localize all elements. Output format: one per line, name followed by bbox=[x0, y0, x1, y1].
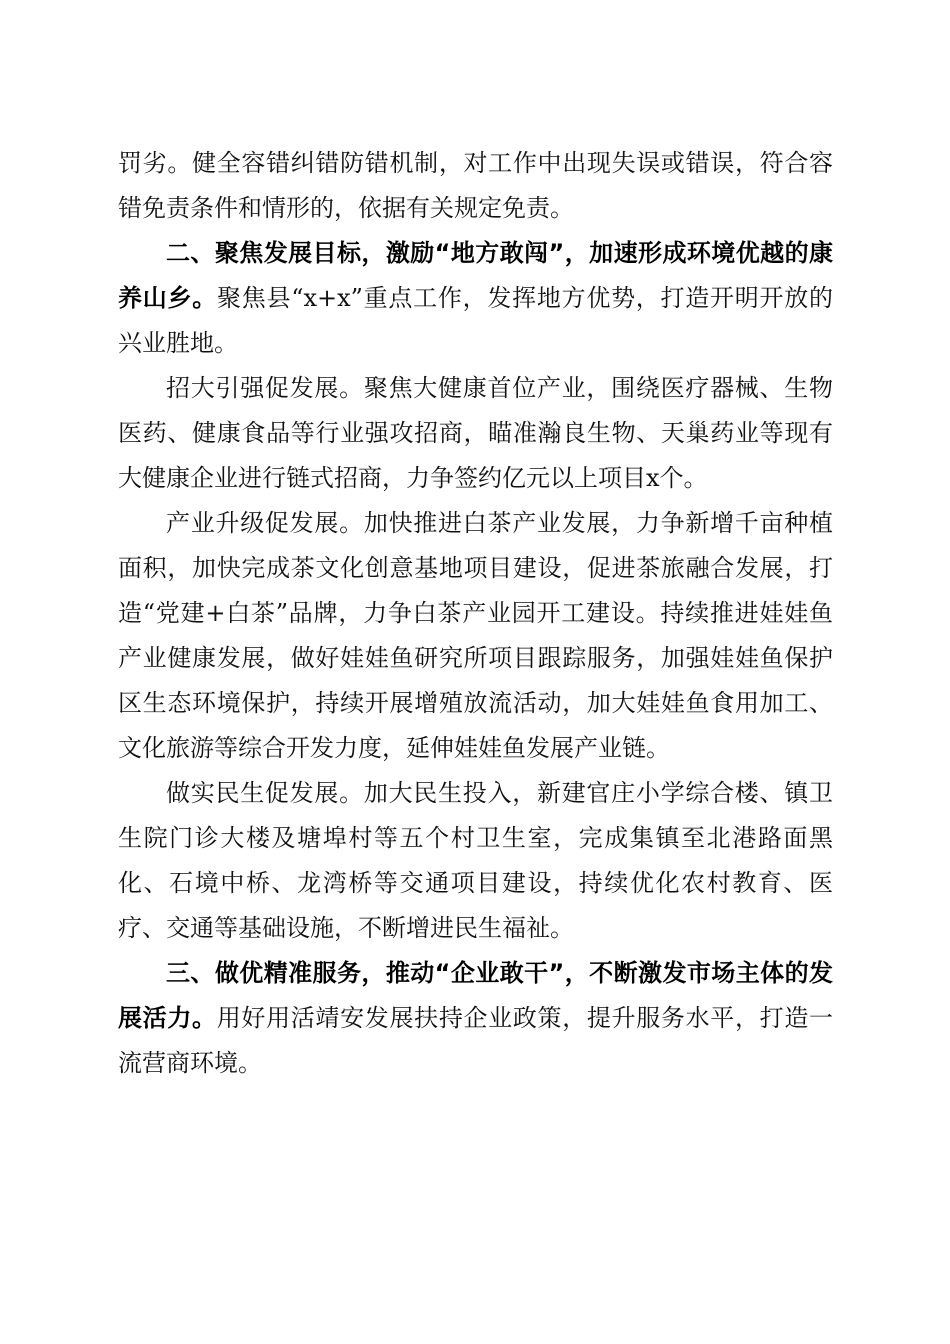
livelihood-paragraph bbox=[118, 771, 833, 951]
paragraph-continuation bbox=[118, 141, 833, 231]
section-three-body: 用好用活靖安发展扶持企业政策，提升服务水平，打造一流营商环境。 bbox=[118, 1004, 834, 1077]
section-two-body: 聚焦县“x+x”重点工作，发挥地方优势，打造开明开放的兴业胜地。 bbox=[118, 284, 834, 357]
industry-upgrade-paragraph bbox=[118, 501, 833, 771]
section-three-heading: 三、做优精准服务，推动“企业敢干”，不断激发市场主体的发展活力。 bbox=[118, 959, 833, 1032]
paragraph-1-body: 罚劣。健全容错纠错防错机制，对工作中出现失误或错误，符合容错免责条件和情形的，依据有关规定免责。 bbox=[118, 149, 833, 222]
section-three-paragraph bbox=[118, 951, 833, 1086]
section-two-paragraph bbox=[118, 231, 833, 366]
investment-paragraph bbox=[118, 366, 833, 501]
section-two-heading: 二、聚焦发展目标，激励“地方敢闯”，加速形成环境优越的康养山乡。 bbox=[118, 239, 833, 312]
industry-upgrade-body: 产业升级促发展。加快推进白茶产业发展，力争新增千亩种植面积，加快完成茶文化创意基地项目建设，促进茶旅融合发展，打造“党建+白茶”品牌，力争白茶产业园开工建设。持续推进娃娃鱼产业健康发展，做好娃娃鱼研究所项目跟踪服务，加强娃娃鱼保护区生态环境保护，持续开展增殖放流活动，加大娃娃鱼食用加工、文化旅游等综合开发力度，延伸娃娃鱼发展产业链。 bbox=[118, 509, 833, 762]
document-page bbox=[118, 141, 833, 1086]
livelihood-body: 做实民生促发展。加大民生投入，新建官庄小学综合楼、镇卫生院门诊大楼及塘埠村等五个村卫生室，完成集镇至北港路面黑化、石境中桥、龙湾桥等交通项目建设，持续优化农村教育、医疗、交通等基础设施，不断增进民生福祉。 bbox=[118, 779, 833, 942]
investment-body: 招大引强促发展。聚焦大健康首位产业，围绕医疗器械、生物医药、健康食品等行业强攻招商，瞄准瀚良生物、天巢药业等现有大健康企业进行链式招商，力争签约亿元以上项目x个。 bbox=[118, 374, 833, 492]
